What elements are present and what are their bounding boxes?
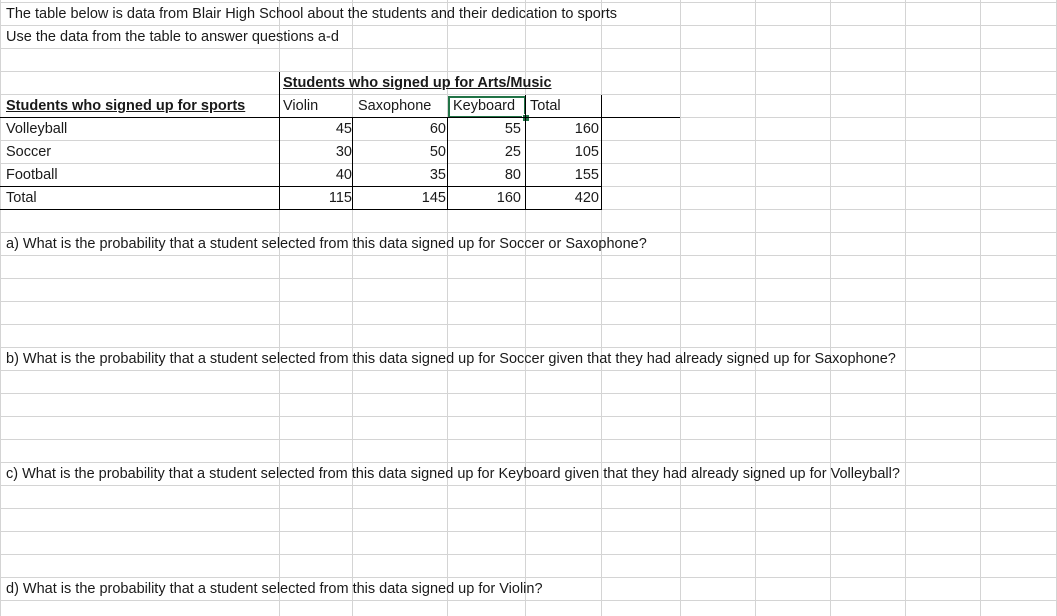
total-top-border	[0, 186, 602, 187]
cell-football-keyboard[interactable]: 80	[504, 167, 521, 183]
cell-football-saxophone[interactable]: 35	[429, 167, 446, 183]
row-label-volleyball[interactable]: Volleyball	[6, 121, 68, 137]
row-label-soccer[interactable]: Soccer	[6, 144, 52, 160]
cell-soccer-violin[interactable]: 30	[335, 144, 352, 160]
col-sep-2	[447, 118, 448, 210]
sports-header[interactable]: Students who signed up for sports	[6, 98, 246, 114]
col-header-violin[interactable]: Violin	[283, 98, 319, 114]
cell-volleyball-saxophone[interactable]: 60	[429, 121, 446, 137]
cell-total-total[interactable]: 420	[574, 190, 599, 206]
arts-music-header[interactable]: Students who signed up for Arts/Music	[283, 75, 552, 91]
row-label-total[interactable]: Total	[6, 190, 37, 206]
cell-total-violin[interactable]: 115	[328, 190, 352, 206]
header-underline	[0, 117, 680, 118]
question-b[interactable]: b) What is the probability that a student selected from this data signed up for Soccer given that they had already signed up for Saxophone?	[6, 351, 896, 367]
col-header-total[interactable]: Total	[530, 98, 561, 114]
col-sep-3	[525, 95, 526, 210]
cell-soccer-total[interactable]: 105	[574, 144, 599, 160]
intro-line-2[interactable]: Use the data from the table to answer questions a-d	[6, 29, 339, 45]
total-bottom-border	[0, 209, 602, 210]
question-d[interactable]: d) What is the probability that a student selected from this data signed up for Violin?	[6, 581, 543, 597]
cell-football-total[interactable]: 155	[574, 167, 599, 183]
cell-volleyball-violin[interactable]: 45	[335, 121, 352, 137]
table-border-right	[601, 95, 602, 210]
cell-football-violin[interactable]: 40	[335, 167, 352, 183]
question-a[interactable]: a) What is the probability that a student selected from this data signed up for Soccer or Saxophone?	[6, 236, 647, 252]
col-header-saxophone[interactable]: Saxophone	[358, 98, 432, 114]
question-c[interactable]: c) What is the probability that a student selected from this data signed up for Keyboard given that they had already signed up for Volleyball?	[6, 466, 900, 482]
col-sep-1	[352, 118, 353, 210]
active-cell-selection	[448, 96, 526, 118]
cell-volleyball-total[interactable]: 160	[574, 121, 599, 137]
cell-volleyball-keyboard[interactable]: 55	[504, 121, 521, 137]
cell-total-keyboard[interactable]: 160	[496, 190, 521, 206]
cell-total-saxophone[interactable]: 145	[421, 190, 446, 206]
col-header-keyboard[interactable]: Keyboard	[453, 98, 516, 114]
intro-line-1[interactable]: The table below is data from Blair High School about the students and their dedication to sports	[6, 6, 617, 22]
cell-soccer-saxophone[interactable]: 50	[429, 144, 446, 160]
table-border-left	[279, 72, 280, 210]
cell-soccer-keyboard[interactable]: 25	[504, 144, 521, 160]
row-label-football[interactable]: Football	[6, 167, 58, 183]
